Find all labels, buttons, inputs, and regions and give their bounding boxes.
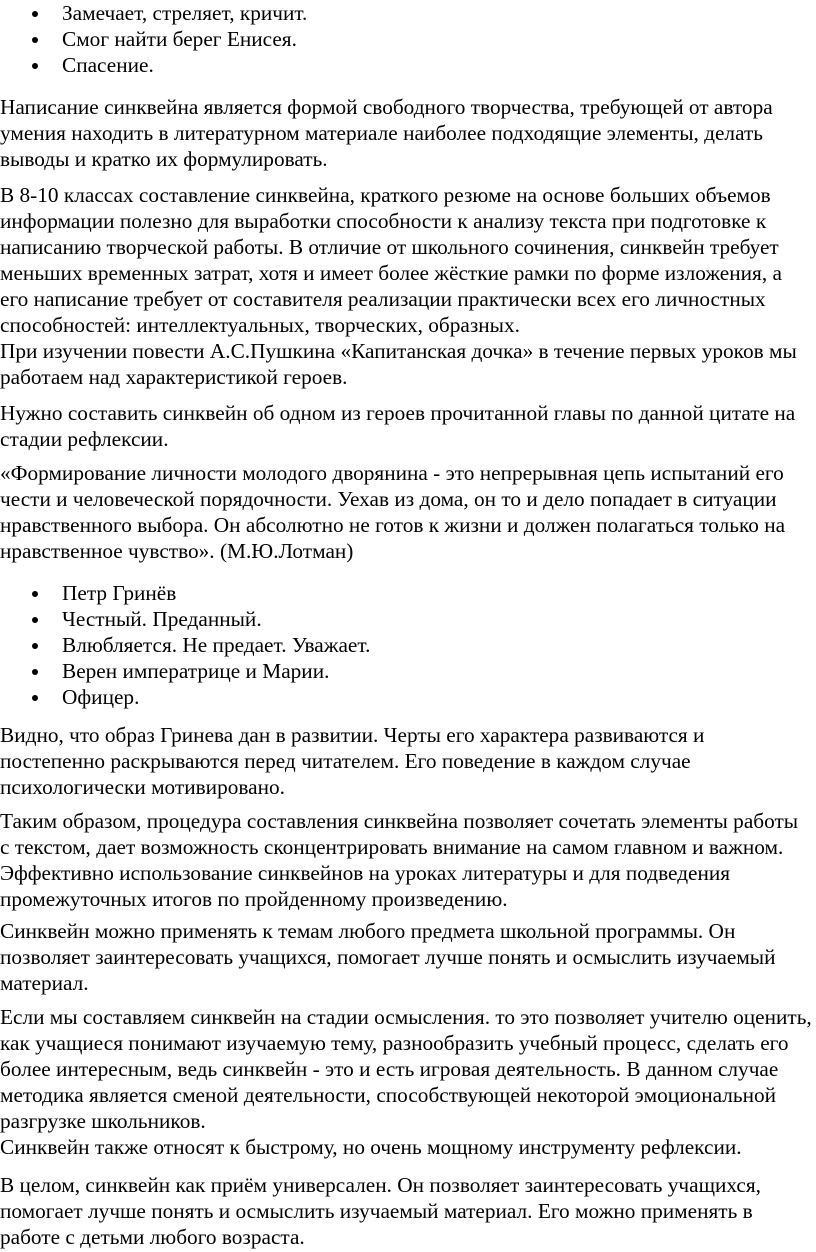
paragraph: Нужно составить синквейн об одном из героев прочитанной главы по данной цитате на стадии рефлексии. <box>0 401 796 451</box>
list-item: Честный. Преданный. <box>0 606 812 632</box>
paragraph: Синквейн можно применять к темам любого предмета школьной программы. Он позволяет заинтересовать учащихся, помогает лучше понять и осмыслить изучаемый материал. <box>0 919 776 995</box>
list-item: Замечает, стреляет, кричит. <box>0 0 812 26</box>
list-item: Спасение. <box>0 52 812 78</box>
paragraph: Написание синквейна является формой свободного творчества, требующей от автора умения находить в литературном материале наиболее подходящие элементы, делать выводы и кратко их формулировать. <box>0 95 773 171</box>
paragraph: При изучении повести А.С.Пушкина «Капитанская дочка» в течение первых уроков мы работаем над характеристикой героев. <box>0 339 797 389</box>
list-item: Офицер. <box>0 684 812 710</box>
list-item: Петр Гринёв <box>0 580 812 606</box>
quote-paragraph: «Формирование личности молодого дворянина - это непрерывная цепь испытаний его чести и человеческой порядочности. Уехав из дома, он то и дело попадает в ситуации нравственного выбора. Он абсолютно не готов к жизни и должен полагаться только на нравственное чувство». (М.Ю.Лотман) <box>0 461 786 563</box>
bullet-list-1 <box>0 0 812 78</box>
list-item: Смог найти берег Енисея. <box>0 26 812 52</box>
bullet-list-2 <box>0 580 812 710</box>
paragraph: Видно, что образ Гринева дан в развитии. Черты его характера развиваются и постепенно раскрываются перед читателем. Его поведение в каждом случае психологически мотивировано. <box>0 723 705 799</box>
paragraph: Таким образом, процедура составления синквейна позволяет сочетать элементы работы с текстом, дает возможность сконцентрировать внимание на самом главном и важном. Эффективно использование синквейнов на уроках литературы и для подведения промежуточных итогов по пройденному произведению. <box>0 809 799 911</box>
list-item: Влюбляется. Не предает. Уважает. <box>0 632 812 658</box>
paragraph: В 8-10 классах составление синквейна, краткого резюме на основе больших объемов информации полезно для выработки способности к анализу текста при подготовке к написанию творческой работы. В отличие от школьного сочинения, синквейн требует меньших временных затрат, хотя и имеет более жёсткие рамки по форме изложения, а его написание требует от составителя реализации практически всех его личностных способностей: интеллектуальных, творческих, образных. <box>0 183 782 337</box>
paragraph: Синквейн также относят к быстрому, но очень мощному инструменту рефлексии. <box>0 1135 742 1159</box>
list-item: Верен императрице и Марии. <box>0 658 812 684</box>
paragraph: В целом, синквейн как приём универсален. Он позволяет заинтересовать учащихся, помогает лучше понять и осмыслить изучаемый материал. Его можно применять в работе с детьми любого возраста. <box>0 1173 761 1249</box>
paragraph: Если мы составляем синквейн на стадии осмысления. то это позволяет учителю оценить, как учащиеся понимают изучаемую тему, разнообразить учебный процесс, сделать его более интересным, ведь синквейн - это и есть игровая деятельность. В данном случае методика является сменой деятельности, способствующей некоторой эмоциональной разгрузке школьников. <box>0 1005 812 1133</box>
